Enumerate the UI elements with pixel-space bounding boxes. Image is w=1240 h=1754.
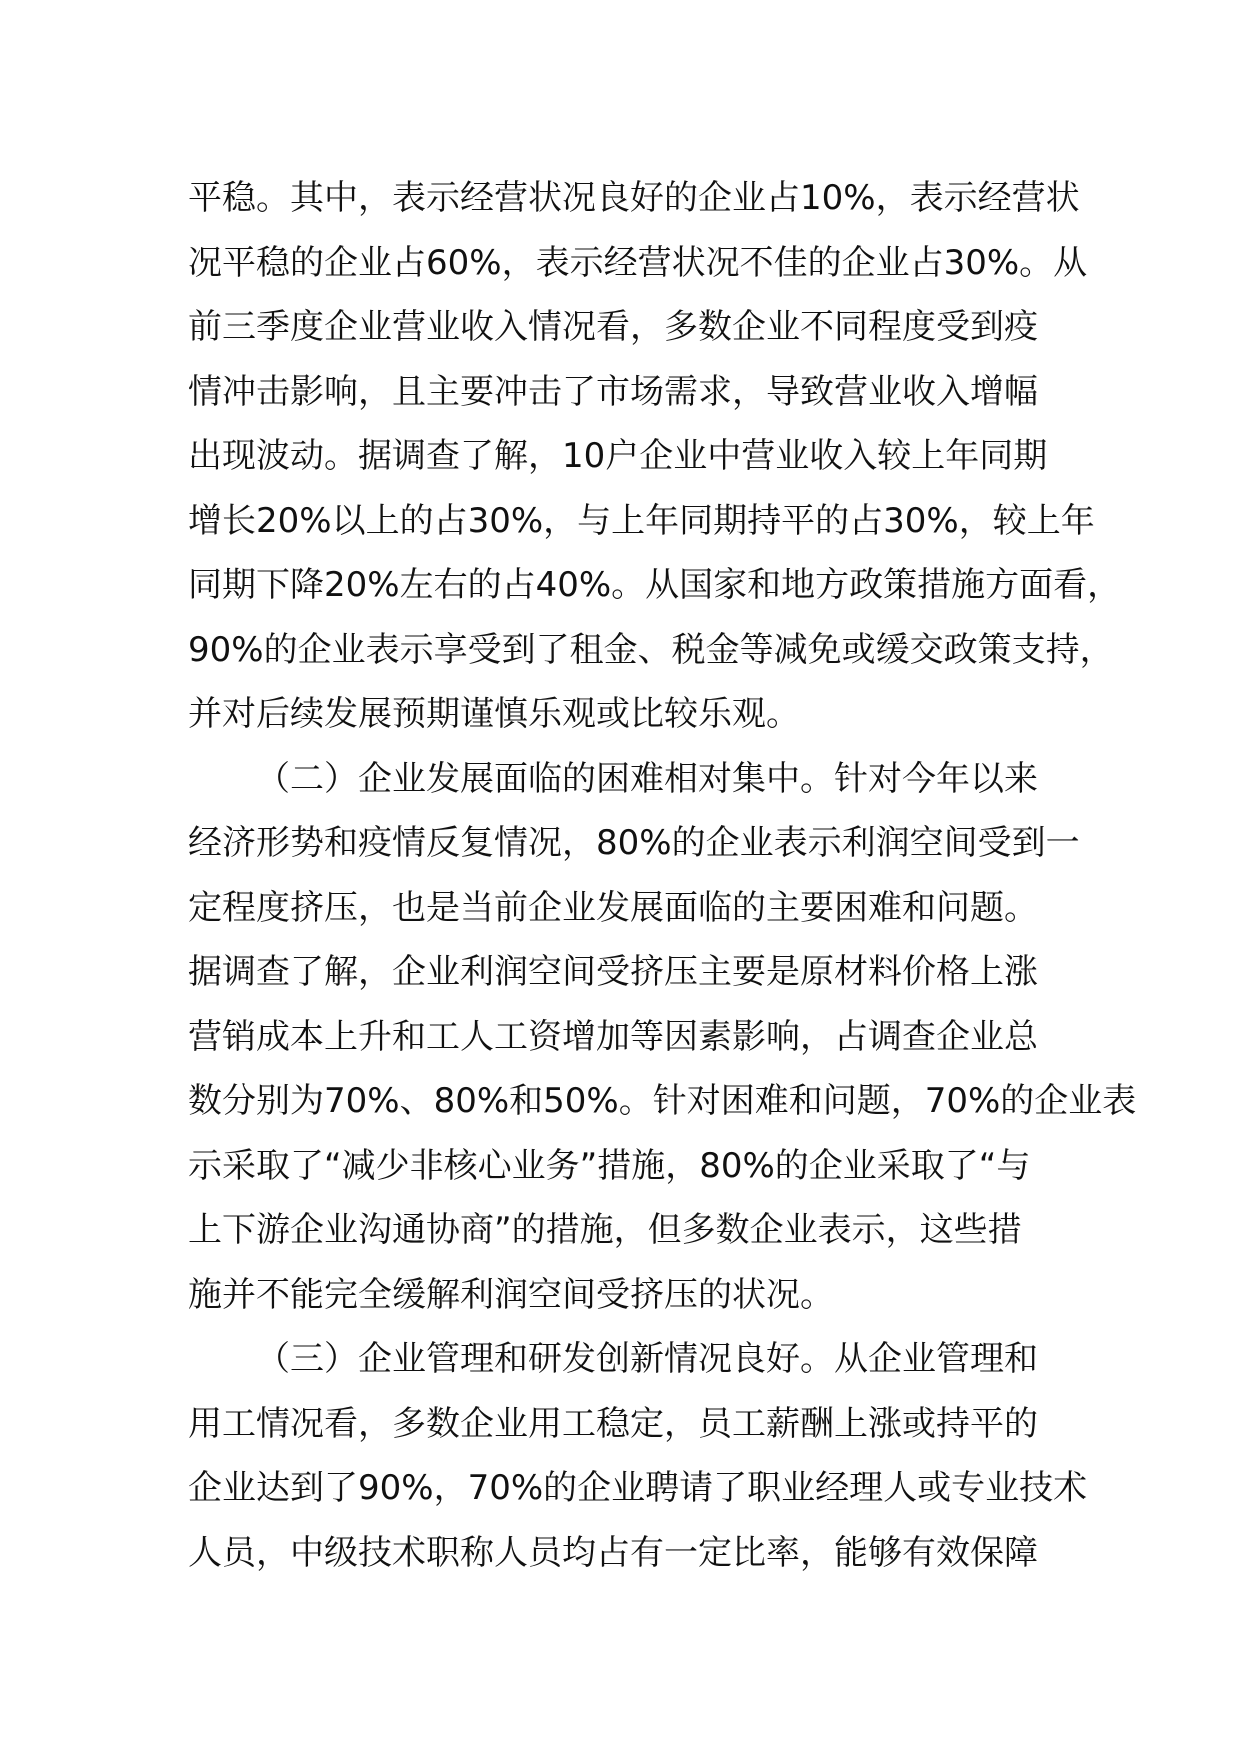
text-line: 况平稳的企业占60%，表示经营状况不佳的企业占30%。从 [188, 242, 1088, 283]
text-line: 上下游企业沟通协商”的措施，但多数企业表示，这些措 [188, 1210, 1022, 1250]
text-line: 据调查了解，企业利润空间受挤压主要是原材料价格上涨 [188, 952, 1038, 992]
paragraph-heading-line: （二）企业发展面临的困难相对集中。针对今年以来 [256, 758, 1038, 799]
text-line: 前三季度企业营业收入情况看，多数企业不同程度受到疫 [188, 307, 1038, 347]
text-line: 平稳。其中，表示经营状况良好的企业占10%，表示经营状 [188, 178, 1080, 218]
text-line: 营销成本上升和工人工资增加等因素影响，占调查企业总 [188, 1016, 1038, 1057]
text-line: 情冲击影响，且主要冲击了市场需求，导致营业收入增幅 [188, 371, 1038, 412]
text-line: 人员，中级技术职称人员均占有一定比率，能够有效保障 [188, 1532, 1038, 1573]
text-line: 90%的企业表示享受到了租金、税金等减免或缓交政策支持， [188, 629, 1114, 670]
document-body [188, 166, 1137, 1585]
paragraph-heading-line: （三）企业管理和研发创新情况良好。从企业管理和 [256, 1339, 1038, 1379]
text-line: 并对后续发展预期谨慎乐观或比较乐观。 [188, 694, 800, 734]
text-line: 定程度挤压，也是当前企业发展面临的主要困难和问题。 [188, 887, 1038, 928]
text-line: 同期下降20%左右的占40%。从国家和地方政策措施方面看， [188, 565, 1122, 605]
text-line: 经济形势和疫情反复情况，80%的企业表示利润空间受到一 [188, 823, 1080, 863]
text-line: 施并不能完全缓解利润空间受挤压的状况。 [188, 1274, 834, 1315]
text-line: 出现波动。据调查了解，10户企业中营业收入较上年同期 [188, 436, 1048, 476]
text-line: 数分别为70%、80%和50%。针对困难和问题，70%的企业表 [188, 1081, 1137, 1121]
text-line: 示采取了“减少非核心业务”措施，80%的企业采取了“与 [188, 1145, 1031, 1186]
text-line: 企业达到了90%，70%的企业聘请了职业经理人或专业技术 [188, 1468, 1088, 1508]
text-line: 用工情况看，多数企业用工稳定，员工薪酬上涨或持平的 [188, 1403, 1038, 1444]
text-line: 增长20%以上的占30%，与上年同期持平的占30%，较上年 [188, 500, 1095, 541]
